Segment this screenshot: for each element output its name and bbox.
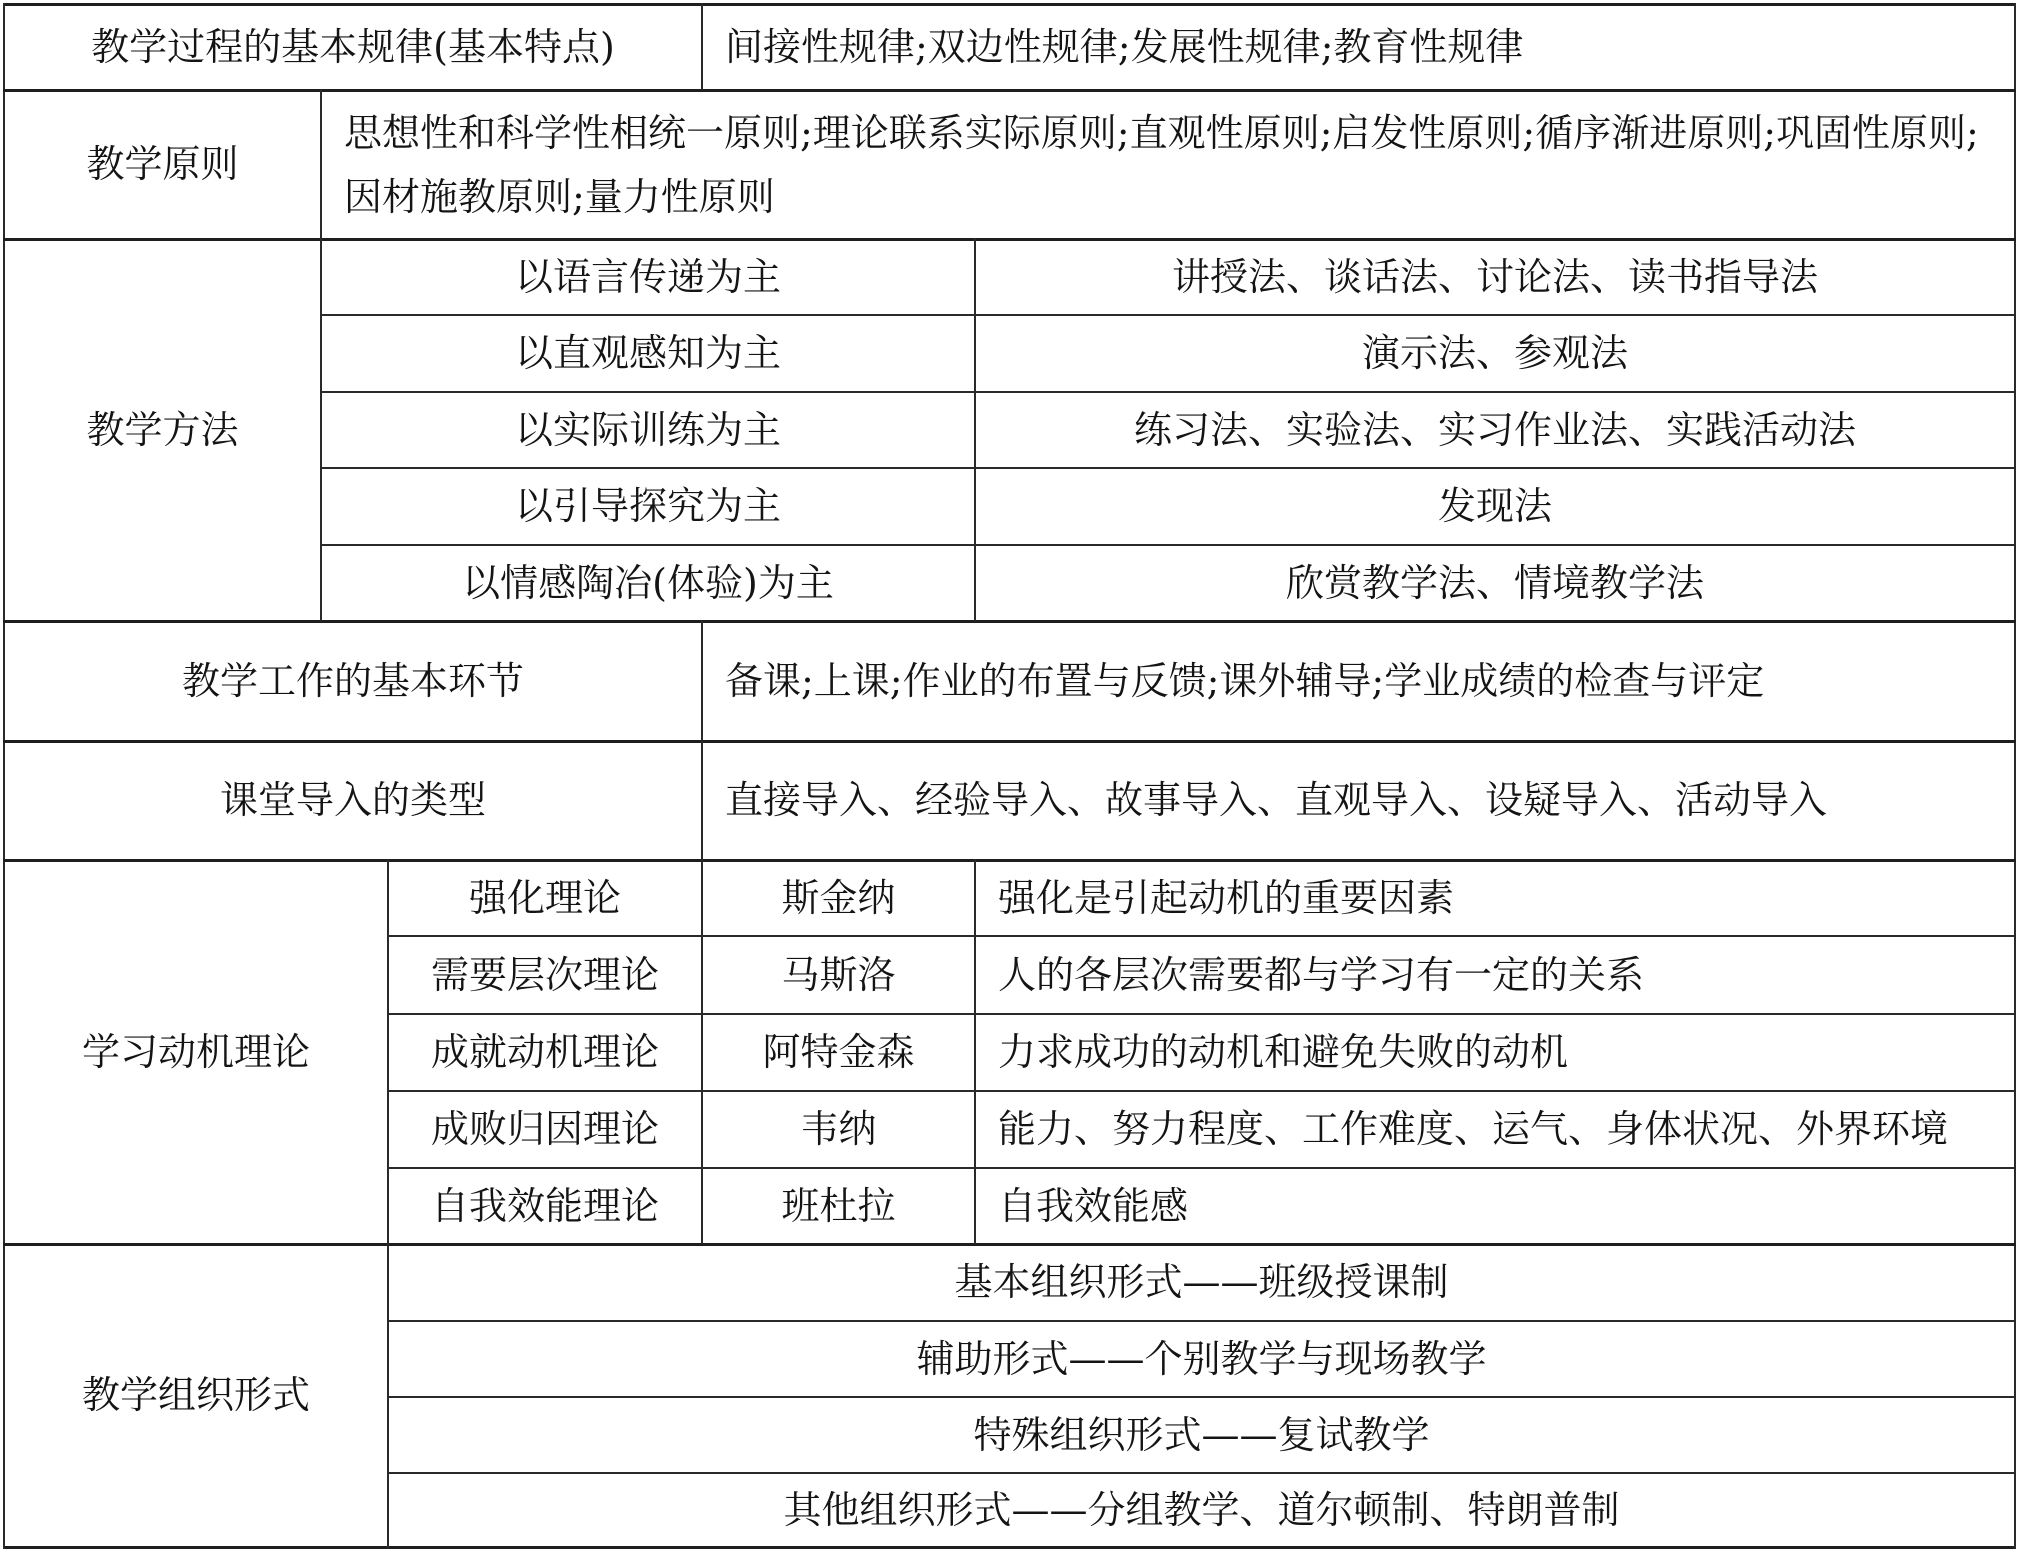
laws-label: 教学过程的基本规律(基本特点) — [91, 24, 615, 69]
method-type: 以直观感知为主 — [514, 331, 781, 376]
motivation-theory: 成败归因理论 — [430, 1107, 659, 1152]
organization-form: 其他组织形式——分组教学、道尔顿制、特朗普制 — [783, 1487, 1620, 1532]
lead-in-label: 课堂导入的类型 — [219, 778, 486, 823]
work-steps-value: 备课;上课;作业的布置与反馈;课外辅导;学业成绩的检查与评定 — [725, 658, 1765, 703]
lead-in-value: 直接导入、经验导入、故事导入、直观导入、设疑导入、活动导入 — [725, 778, 1828, 823]
organization-label: 教学组织形式 — [81, 1373, 310, 1418]
principles-label: 教学原则 — [86, 142, 239, 187]
motivation-theory: 成就动机理论 — [430, 1030, 659, 1075]
motivation-person: 马斯洛 — [781, 952, 896, 997]
method-list: 演示法、参观法 — [1361, 331, 1628, 376]
table-border-right — [2014, 3, 2016, 1549]
motivation-person: 斯金纳 — [781, 875, 896, 920]
motivation-content: 力求成功的动机和避免失败的动机 — [998, 1030, 1569, 1075]
motivation-theory: 强化理论 — [468, 875, 621, 920]
work-steps-label: 教学工作的基本环节 — [181, 658, 524, 703]
method-type: 以实际训练为主 — [514, 407, 781, 452]
motivation-label: 学习动机理论 — [81, 1029, 310, 1074]
method-type: 以引导探究为主 — [514, 484, 781, 529]
motivation-theory: 自我效能理论 — [430, 1183, 659, 1228]
motivation-person: 班杜拉 — [781, 1183, 896, 1228]
method-list: 讲授法、谈话法、讨论法、读书指导法 — [1171, 254, 1818, 299]
organization-form: 基本组织形式——班级授课制 — [954, 1260, 1449, 1305]
method-list: 欣赏教学法、情境教学法 — [1285, 560, 1704, 605]
motivation-content: 自我效能感 — [998, 1183, 1189, 1228]
method-type: 以语言传递为主 — [514, 254, 781, 299]
motivation-content: 强化是引起动机的重要因素 — [998, 875, 1455, 920]
organization-form: 特殊组织形式——复试教学 — [973, 1412, 1430, 1457]
methods-label: 教学方法 — [86, 407, 239, 452]
method-list: 发现法 — [1437, 484, 1552, 529]
method-list: 练习法、实验法、实习作业法、实践活动法 — [1133, 407, 1856, 452]
motivation-content: 能力、努力程度、工作难度、运气、身体状况、外界环境 — [998, 1107, 1949, 1152]
motivation-content: 人的各层次需要都与学习有一定的关系 — [998, 952, 1645, 997]
laws-value: 间接性规律;双边性规律;发展性规律;教育性规律 — [725, 24, 1524, 69]
motivation-person: 韦纳 — [800, 1107, 877, 1152]
table-border-bottom — [3, 1546, 2016, 1549]
motivation-theory: 需要层次理论 — [430, 952, 659, 997]
organization-form: 辅助形式——个别教学与现场教学 — [916, 1336, 1487, 1381]
motivation-person: 阿特金森 — [762, 1030, 915, 1075]
method-type: 以情感陶冶(体验)为主 — [462, 560, 834, 605]
principles-value: 思想性和科学性相统一原则;理论联系实际原则;直观性原则;启发性原则;循序渐进原则;巩固性原则;因材施教原则;量力性原则 — [344, 110, 1979, 219]
